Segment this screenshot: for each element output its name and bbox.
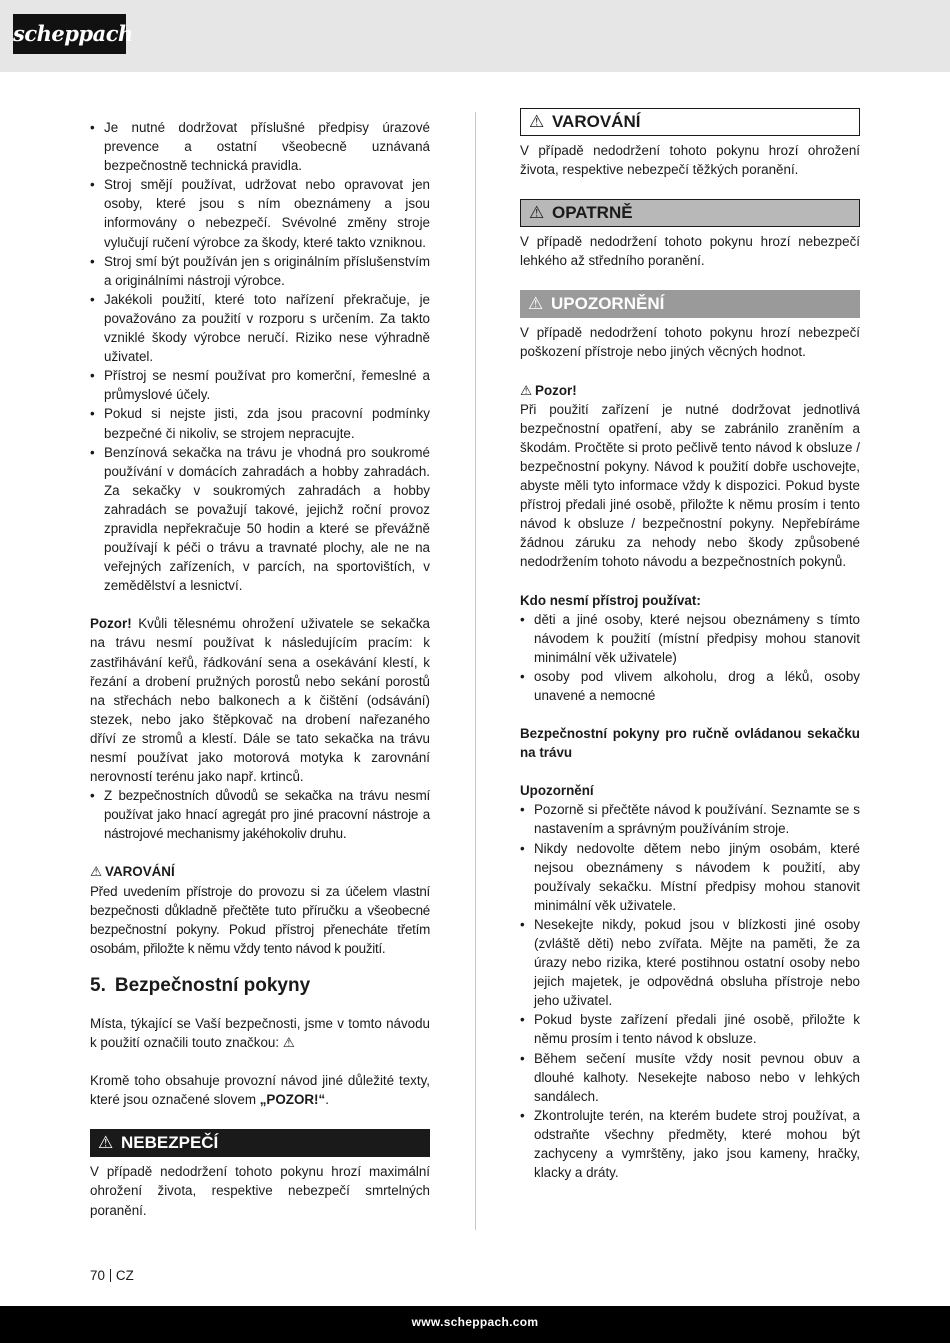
danger-title: NEBEZPEČÍ — [120, 1133, 219, 1153]
warning-triangle-icon: ⚠ — [98, 1133, 114, 1153]
danger-banner — [90, 1129, 430, 1157]
footer-separator — [110, 1269, 111, 1282]
pozor-label: Pozor! — [90, 616, 132, 632]
warning-heading — [90, 862, 430, 881]
varovani-banner — [520, 108, 860, 136]
list-item: • Jakékoli použití, které toto nařízení překračuje, je považováno za použití v rozporu s určením. Za takto vzniklé škody výrobce neručí. Riziko nese výhradně uživatel. — [90, 290, 430, 366]
column-divider — [475, 112, 476, 1230]
intro-2-text: Kromě toho obsahuje provozní návod jiné důležité texty, které jsou označené slovem — [90, 1073, 430, 1108]
varovani-title: VAROVÁNÍ — [551, 112, 641, 131]
pozor-text: Při použití zařízení je nutné dodržovat jednotlivá bezpečnostní opatření, aby se zabránilo zraněním a škodám. Pročtěte si proto pečlivě tento návod k obsluze / bezpečnostní pokyny. Návod k použití dobře uschovejte, abyste měli tyto informace vždy k dispozici. Pokud byste přístroj předali jiné osobě, přiložte k němu prosím i tento návod k obsluze / bezpečnostní pokyny. Nepřebíráme žádnou záruku za nehody nebo škody způsobené nedodržením tohoto návodu a bezpečnostních pokynů. — [520, 401, 860, 570]
list-item: • Stroj smějí používat, udržovat nebo opravovat jen osoby, které jsou s ním obeznámeny a jsou informovány o nebezpečí. Svévolné změny stroje vylučují ručení výrobce za škody, které takto vzniknou. — [90, 175, 430, 251]
bottom-bar — [0, 1306, 950, 1343]
bezp-heading: Bezpečnostní pokyny pro ručně ovládanou sekačku na trávu — [520, 726, 860, 761]
pozor-paragraph — [90, 614, 430, 786]
list-item: • osoby pod vlivem alkoholu, drog a léků, osoby unavené a nemocné — [520, 667, 860, 705]
intro-2-end: . — [325, 1092, 329, 1108]
language-code: CZ — [115, 1268, 134, 1283]
list-item: • Pokud byste zařízení předali jiné osobě, přiložte k němu prosím i tento návod k obsluze. — [520, 1010, 860, 1048]
list-item: • děti a jiné osoby, které nejsou obeznámeny s tímto návodem k použití (místní předpisy mohou stanovit minimální věk uživatele) — [520, 610, 860, 667]
section-title: Bezpečnostní pokyny — [114, 974, 311, 996]
warning-text: Před uvedením přístroje do provozu si za účelem vlastní bezpečnosti důkladně přečtěte tuto příručku a všeobecné bezpečnostní pokyny. Pokud přístroj přenecháte třetím osobám, přiložte k němu vždy tento návod k použití. — [90, 883, 430, 956]
left-column — [90, 118, 430, 1220]
upozorneni-banner — [520, 290, 860, 318]
pozor-heading — [520, 381, 860, 400]
list-item: • Nikdy nedovolte dětem nebo jiným osobám, které nejsou obeznámeny s návodem k použití, aby používaly sekačku. Místní předpisy mohou stanovit minimální věk uživatele. — [520, 839, 860, 915]
intro-2-bold: „POZOR!“ — [259, 1092, 326, 1108]
warning-triangle-icon: ⚠ — [528, 294, 544, 314]
opatrne-text: V případě nedodržení tohoto pokynu hrozí nebezpečí lehkého až středního poranění. — [520, 234, 860, 269]
list-item: • Pokud si nejste jisti, zda jsou pracovní podmínky bezpečné či nikoliv, se strojem nepracujte. — [90, 404, 430, 442]
section-number: 5. — [90, 974, 106, 996]
pozor-text: Kvůli tělesnému ohrožení uživatele se sekačka na trávu nesmí používat k následujícím pracím: k zastřihávání keřů, řádkování sena a osekávání klestí, k řezání a drobení pružných porostů nebo sekání porostů na střechách nebo balkonech a k čištění (odsávání) stezek, nebo jako štěpkovač na drobení nařezaného dříví ze stromů a klestí. Dále se tato sekačka na trávu nesmí používat jako motorová motyka k zarovnání nerovností terénu jako např. krtinců. — [90, 616, 430, 785]
rules-list — [90, 118, 430, 595]
varovani-text: V případě nedodržení tohoto pokynu hrozí ohrožení života, respektive nebezpečí těžkých poranění. — [520, 143, 860, 178]
upozorneni-title: UPOZORNĚNÍ — [550, 294, 665, 314]
list-item: • Stroj smí být používán jen s originálním příslušenstvím a originálními nástroji výrobce. — [90, 252, 430, 290]
warning-triangle-icon: ⚠ — [90, 864, 103, 880]
drive-unit-list — [90, 786, 430, 843]
right-column — [520, 108, 860, 1182]
page-footer — [90, 1266, 134, 1285]
header-bar — [0, 0, 950, 72]
warning-triangle-icon: ⚠ — [529, 203, 545, 223]
opatrne-banner — [520, 199, 860, 227]
kdo-list — [520, 610, 860, 705]
opatrne-title: OPATRNĚ — [551, 203, 633, 223]
warning-triangle-icon: ⚠ — [529, 112, 545, 131]
list-item: • Je nutné dodržovat příslušné předpisy úrazové prevence a ostatní všeobecně uznávaná bezpečnostně technická pravidla. — [90, 118, 430, 175]
section-heading — [90, 974, 430, 998]
upoz-heading: Upozornění — [520, 783, 594, 799]
warning-triangle-icon: ⚠ — [520, 382, 533, 398]
kdo-heading: Kdo nesmí přístroj používat: — [520, 592, 701, 608]
website-link[interactable]: www.scheppach.com — [411, 1315, 539, 1329]
page-number: 70 — [90, 1268, 105, 1283]
list-item: • Benzínová sekačka na trávu je vhodná pro soukromé používání v domácích zahradách a hobby zahradách. Za sekačky v soukromých zahradách a hobby zahradách se považují takové, jejichž roční provoz zpravidla nepřekračuje 50 hodin a které se převážně používají k péči o trávu a travnaté plochy, ale ne na veřejných zařízeních, v parcích, na sportovištích, v zemědělství a lesnictví. — [90, 443, 430, 596]
list-item: • Přístroj se nesmí používat pro komerční, řemeslné a průmyslové účely. — [90, 366, 430, 404]
list-item: • Z bezpečnostních důvodů se sekačka na trávu nesmí používat jako hnací agregát pro jiné pracovní nástroje a nástrojové mechanismy jakéhokoliv druhu. — [90, 786, 430, 843]
list-item: • Pozorně si přečtěte návod k používání. Seznamte se s nastavením a správným používáním stroje. — [520, 800, 860, 838]
intro-paragraph-1: Místa, týkající se Vaší bezpečnosti, jsme v tomto návodu k použití označili touto značkou: ⚠ — [90, 1015, 430, 1051]
danger-text: V případě nedodržení tohoto pokynu hrozí maximální ohrožení života, respektive nebezpečí smrtelných poranění. — [90, 1164, 430, 1218]
upoz-list — [520, 800, 860, 1182]
list-item: • Během sečení musíte vždy nosit pevnou obuv a dlouhé kalhoty. Nesekejte naboso nebo v lehkých sandálech. — [520, 1049, 860, 1106]
upozorneni-text: V případě nedodržení tohoto pokynu hrozí nebezpečí poškození přístroje nebo jiných věcných hodnot. — [520, 325, 860, 360]
list-item: • Zkontrolujte terén, na kterém budete stroj používat, a odstraňte všechny předměty, které mohou být zachyceny a vymrštěny, jako jsou kameny, hračky, klacky a dráty. — [520, 1106, 860, 1182]
intro-paragraph-2 — [90, 1071, 430, 1109]
scheppach-logo: scheppach — [13, 14, 126, 54]
pozor-label: Pozor! — [535, 382, 577, 398]
warning-label: VAROVÁNÍ — [105, 864, 175, 880]
list-item: • Nesekejte nikdy, pokud jsou v blízkosti jiné osoby (zvláště děti) nebo zvířata. Mějte na paměti, že za úrazy nebo rizika, které postihnou ostatní osoby nebo jejich majetek, je odpovědná obsluha přístroje nebo jeho uživatel. — [520, 915, 860, 1010]
